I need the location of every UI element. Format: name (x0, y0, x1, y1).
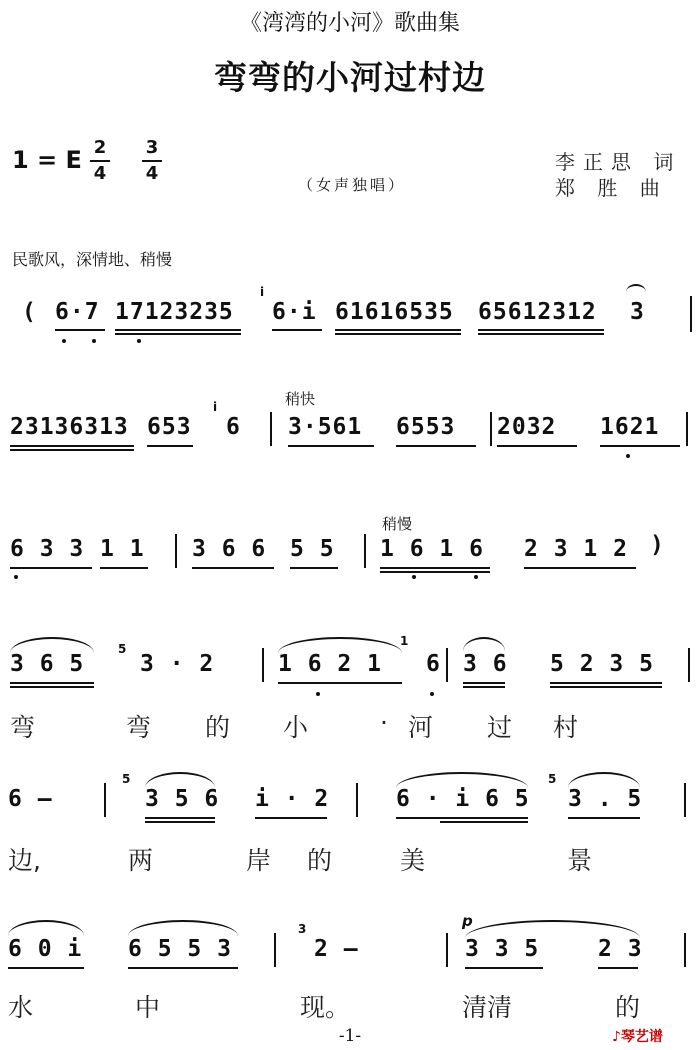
performance-note: （女声独唱） (298, 176, 407, 194)
s4-measure-6: 5 2 3 5 (550, 651, 654, 677)
s6-lyric-1: 水 (8, 993, 34, 1022)
tempo-marking: 民歌风，深情地、稍慢 (12, 250, 173, 269)
s5-measure-1: 6 — (8, 786, 53, 812)
s5-lyric-1: 边, (8, 846, 41, 875)
piano-dynamic: p (462, 912, 473, 930)
song-title: 弯弯的小河过村边 (214, 58, 486, 97)
s5-lyric-3: 岸 (246, 846, 272, 875)
s6-lyric-3: 现。 (300, 993, 351, 1022)
time-sig-2-bottom: 4 (145, 163, 159, 184)
s5-measure-5: 3 . 5 (568, 786, 643, 812)
s4-grace-1: 1 (400, 634, 409, 648)
s6-measure-4: 3 3 5 (465, 936, 540, 962)
s4-lyric-4: 小 (283, 713, 309, 742)
s6-measure-1: 6 0 i (8, 936, 83, 962)
s1-grace-note: i (260, 285, 265, 299)
s6-measure-3: 2 — (314, 936, 359, 962)
s2-measure-2: 653 (147, 414, 192, 440)
s5-lyric-6: 景 (567, 846, 593, 875)
s4-measure-3: 1 6 2 1 (278, 651, 382, 677)
s3-measure-5: 1 6 1 6 (380, 536, 484, 562)
s3-measure-4: 5 5 (290, 536, 335, 562)
s4-lyric-6: 河 (408, 713, 434, 742)
s2-measure-6: 2032 (497, 414, 557, 440)
open-paren: ( (22, 299, 37, 325)
s2-grace-note: i (213, 400, 218, 414)
time-sig-2-top: 3 (145, 137, 159, 158)
s5-measure-3: i · 2 (255, 786, 330, 812)
brand-watermark: ♪琴艺谱 (612, 1029, 663, 1045)
s2-measure-7: 1621 (600, 414, 660, 440)
s5-measure-2: 3 5 6 (145, 786, 220, 812)
time-signature-2 (142, 138, 162, 184)
s4-lyric-3: 的 (205, 713, 231, 742)
collection-title: 《湾湾的小河》歌曲集 (239, 11, 460, 36)
time-sig-1-top: 2 (93, 137, 107, 158)
s1-measure-4: 61616535 (335, 299, 454, 325)
composer-credit: 郑 胜 曲 (555, 176, 668, 200)
s4-measure-4: 6 (426, 651, 441, 677)
fermata (626, 284, 646, 292)
s4-measure-5: 3 6 (463, 651, 508, 677)
s6-measure-2: 6 5 5 3 (128, 936, 232, 962)
s5-lyric-5: 美 (400, 846, 426, 875)
s5-grace-5a: 5 (122, 772, 131, 786)
s5-lyric-4: 的 (307, 846, 333, 875)
s2-measure-1: 23136313 (10, 414, 129, 440)
s3-measure-1: 6 3 3 (10, 536, 85, 562)
s5-measure-4: 6 · i 6 5 (396, 786, 530, 812)
s3-measure-6: 2 3 1 2 (524, 536, 628, 562)
s2-measure-3: 6 (226, 414, 241, 440)
lyricist-credit: 李正思 词 (555, 150, 682, 174)
faster-marking: 稍快 (285, 390, 316, 408)
time-sig-1-bottom: 4 (93, 163, 107, 184)
s1-measure-3: 6·i (272, 299, 317, 325)
s3-measure-3: 3 6 6 (192, 536, 267, 562)
s1-measure-5: 65612312 (478, 299, 597, 325)
s6-lyric-2: 中 (135, 993, 161, 1022)
s5-grace-5b: 5 (548, 772, 557, 786)
s4-lyric-7: 过 (487, 713, 513, 742)
time-signature-1 (90, 138, 110, 184)
s4-grace-5: 5 (118, 642, 127, 656)
s5-lyric-2: 两 (128, 846, 154, 875)
s4-measure-1: 3 6 5 (10, 651, 85, 677)
s1-measure-6: 3 (630, 299, 645, 325)
s4-lyric-8: 村 (553, 713, 579, 742)
s6-lyric-4: 清清 (462, 993, 513, 1022)
s2-measure-5: 6553 (396, 414, 456, 440)
s4-lyric-1: 弯 (10, 713, 36, 742)
close-paren: ) (650, 532, 665, 558)
s4-lyric-5: · (380, 708, 388, 737)
s6-grace-3: 3 (298, 922, 307, 936)
s1-measure-1: 6·7 (55, 299, 100, 325)
s2-measure-4: 3·561 (288, 414, 363, 440)
s6-lyric-5: 的 (615, 993, 641, 1022)
s4-measure-2: 3 · 2 (140, 651, 215, 677)
s3-measure-2: 1 1 (100, 536, 145, 562)
s6-measure-5: 2 3 (598, 936, 643, 962)
slower-marking: 稍慢 (382, 515, 413, 533)
page-number: -1- (338, 1026, 362, 1046)
s4-lyric-2: 弯 (126, 713, 152, 742)
key-signature: 1 = E (12, 146, 82, 174)
s1-measure-2: 17123235 (115, 299, 234, 325)
